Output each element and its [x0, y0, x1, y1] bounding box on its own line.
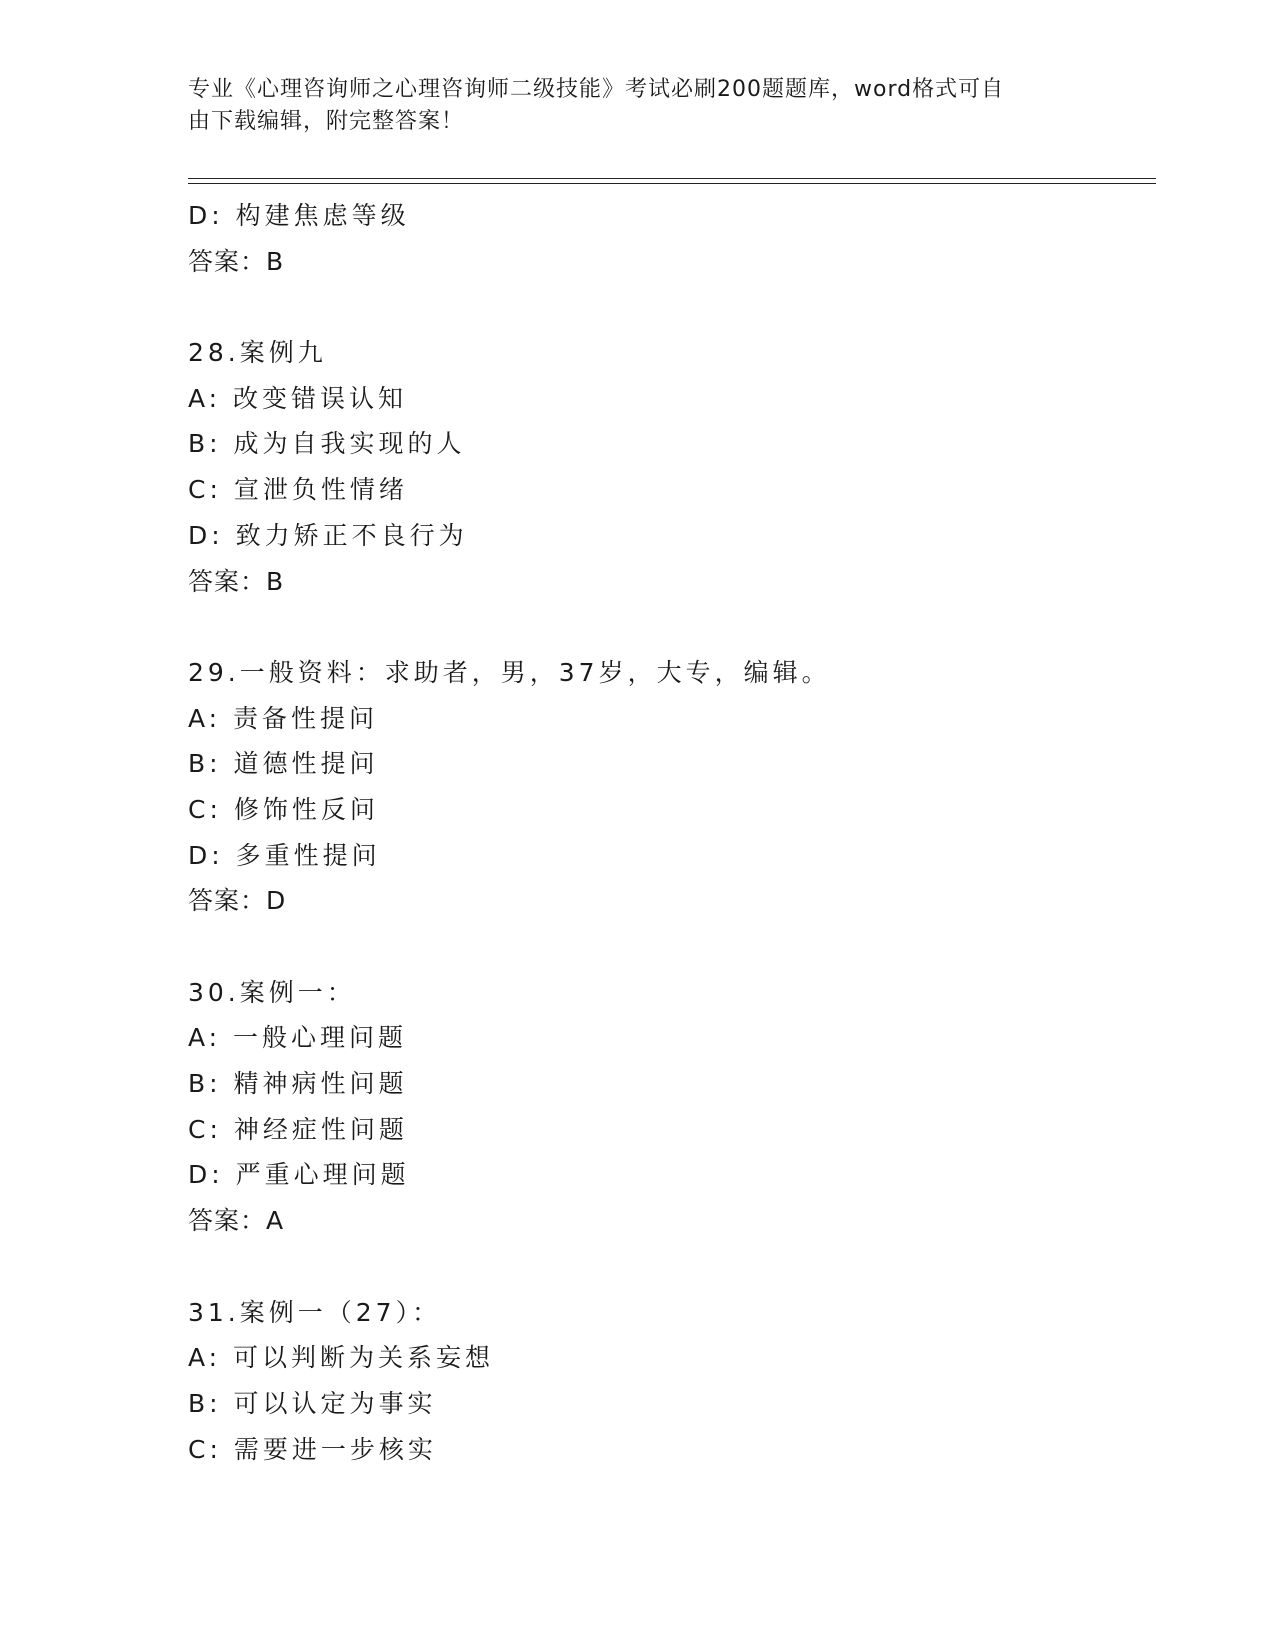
question-30-option-b: B: 精神病性问题 [188, 1069, 408, 1099]
header-line-1: 专业《心理咨询师之心理咨询师二级技能》考试必刷200题题库，word格式可自 [188, 77, 1005, 102]
question-29-option-d: D: 多重性提问 [188, 840, 381, 870]
question-29-answer: 答案：D [188, 886, 287, 916]
document-header [188, 74, 1068, 138]
question-31-stem: 31.案例一（27）： [188, 1297, 442, 1327]
question-30-stem: 30.案例一： [188, 977, 356, 1007]
question-30-option-d: D: 严重心理问题 [188, 1160, 410, 1190]
header-divider-bottom [188, 183, 1156, 184]
spacer [188, 284, 1156, 330]
question-28-option-d: D: 致力矫正不良行为 [188, 520, 468, 550]
question-29-stem: 29.一般资料：求助者，男，37岁，大专，编辑。 [188, 657, 831, 687]
question-28-option-c: C: 宣泄负性情绪 [188, 475, 408, 505]
question-list [188, 193, 1156, 1472]
question-31-option-b: B: 可以认定为事实 [188, 1388, 437, 1418]
question-31-option-c: C: 需要进一步核实 [188, 1434, 437, 1464]
header-divider-top [188, 178, 1156, 179]
question-30-answer: 答案：A [188, 1206, 285, 1236]
question-28-option-a: A: 改变错误认知 [188, 383, 408, 413]
question-29-option-c: C: 修饰性反问 [188, 794, 379, 824]
question-28-answer: 答案：B [188, 566, 285, 596]
answer-line: 答案：B [188, 246, 285, 276]
question-29-option-b: B: 道德性提问 [188, 749, 379, 779]
question-29-option-a: A: 责备性提问 [188, 703, 379, 733]
spacer [188, 924, 1156, 970]
question-28-option-b: B: 成为自我实现的人 [188, 429, 466, 459]
question-30-option-a: A: 一般心理问题 [188, 1023, 408, 1053]
spacer [188, 604, 1156, 650]
option-d: D: 构建焦虑等级 [188, 201, 410, 230]
question-28-stem: 28.案例九 [188, 338, 327, 368]
question-31-option-a: A: 可以判断为关系妄想 [188, 1343, 495, 1373]
question-30-option-c: C: 神经症性问题 [188, 1114, 408, 1144]
header-line-2: 由下载编辑，附完整答案！ [188, 109, 465, 134]
spacer [188, 1244, 1156, 1290]
